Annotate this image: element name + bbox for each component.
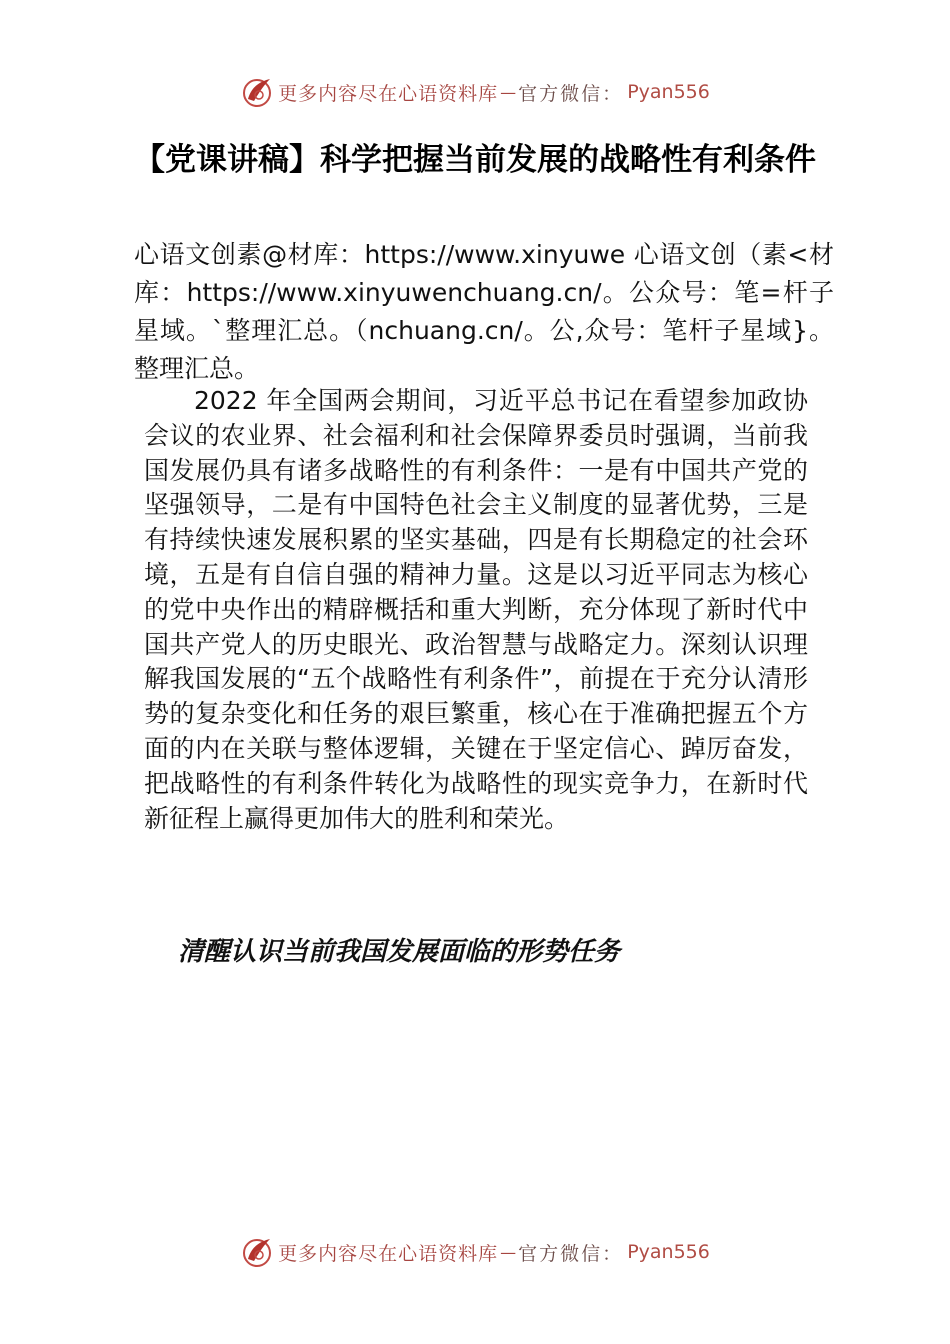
document-title: 【党课讲稿】科学把握当前发展的战略性有利条件 <box>134 142 816 178</box>
brand-logo-icon <box>240 75 274 109</box>
watermark-contact-id: Pyan556 <box>627 1241 710 1263</box>
header-watermark <box>0 72 950 112</box>
watermark-separator: — <box>500 82 517 102</box>
watermark-contact-id: Pyan556 <box>627 81 710 103</box>
body-paragraph: 2022 年全国两会期间，习近平总书记在看望参加政协会议的农业界、社会福利和社会保障界委员时强调，当前我国发展仍具有诸多战略性的有利条件：一是有中国共产党的坚强领导，二是有中国特色社会主义制度的显著优势，三是有持续快速发展积累的坚实基础，四是有长期稳定的社会环境，五是有自信自强的精神力量。这是以习近平同志为核心的党中央作出的精辟概括和重大判断，充分体现了新时代中国共产党人的历史眼光、政治智慧与战略定力。深刻认识理解我国发展的“五个战略性有利条件”，前提在于充分认清形势的复杂变化和任务的艰巨繁重，核心在于准确把握五个方面的内在关联与整体逻辑，关键在于坚定信心、踔厉奋发，把战略性的有利条件转化为战略性的现实竞争力，在新时代新征程上赢得更加伟大的胜利和荣光。 <box>144 386 808 833</box>
footer-watermark <box>0 1232 950 1272</box>
watermark-site-text: 更多内容尽在心语资料库 <box>278 82 499 105</box>
watermark-separator: — <box>500 1242 517 1262</box>
watermark-contact-label: 官方微信： <box>518 1242 624 1265</box>
source-line: 心语文创素@材库：https://www.xinyuwe 心语文创（素<材库：https://www.xinyuwenchuang.cn/。公众号：笔=杆子星域。`整理汇总。（nchuang.cn/。公,众号：笔杆子星域}。整理汇总。 <box>134 240 834 383</box>
watermark-contact-label: 官方微信： <box>518 82 624 105</box>
section-heading: 清醒认识当前我国发展面临的形势任务 <box>178 937 621 967</box>
watermark-site-text: 更多内容尽在心语资料库 <box>278 1242 499 1265</box>
brand-logo-icon <box>240 1235 274 1269</box>
